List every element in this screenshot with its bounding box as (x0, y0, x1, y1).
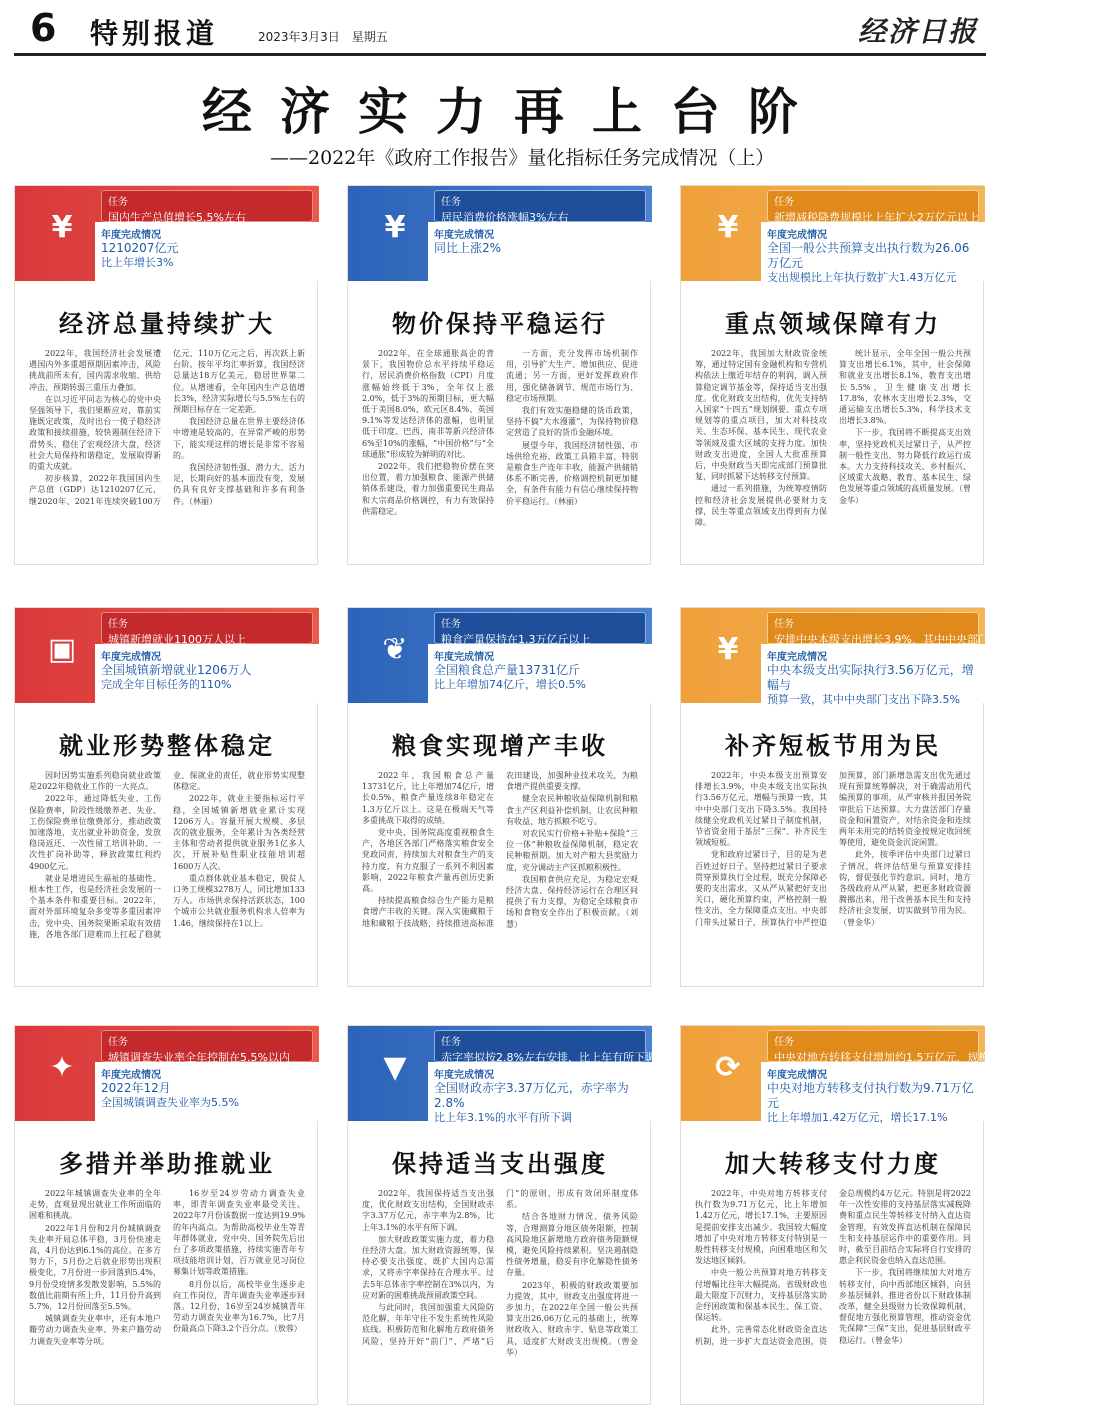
body-paragraph: 对农民实行价格+补贴+保险“三位一体”种粮收益保障机制，稳定农民种粮预期。加大对产粮大县奖励力度，充分调动主产区抓粮积极性。 (506, 829, 638, 872)
panel-header (15, 186, 319, 281)
indicator-panel (347, 607, 651, 987)
body-paragraph: 一方面，充分发挥市场机制作用，引导扩大生产、增加供应、促进流通；另一方面，更好发挥政府作用，强化储备调节、规范市场行为、稳定市场预期。 (506, 349, 638, 403)
calculator-icon: ¥ (51, 209, 73, 245)
coin-hand-icon: ¥ (384, 209, 406, 245)
panel-body (362, 770, 638, 982)
task-text: 国内生产总值增长5.5%左右 (108, 211, 246, 224)
panel-title: 保持适当支出强度 (392, 1149, 608, 1178)
issue-date: 2023年3月3日 星期五 (258, 30, 388, 44)
body-paragraph: 2022年，我们把稳物价摆在突出位置，着力加强粮食、能源产供储销体系建设，着力加强重要民生商品和大宗商品价格调控，有力有效保持供需稳定。 (362, 462, 494, 516)
body-paragraph: 党和政府过紧日子，目的是为老百姓过好日子。坚持把过紧日子要求贯穿预算执行全过程，既充分保障必要的支出需求，又从严从紧把好支出关口，硬化预算约束，严格控制一般性支出，全力保障重点支出。中央部门带头过紧日子，预算执行中严控追加预算，部门新增急需支出优先通过现有预算统筹解决，对于确需动用代编预算的事项，从严审核并报国务院审批后下达预算。大力盘活部门存量资金和闲置资产，对结余资金和连续两年未用完的结转资金按规定收回统筹使用，避免资金沉淀闲置。 (695, 771, 971, 927)
task-tag: 任务 (108, 619, 128, 630)
body-paragraph: 展望今年，我国经济韧性强、市场供给充裕、政策工具箱丰富，特别是粮食生产连年丰收，能源产供储销体系不断完善，价格调控机制更加健全，有条件有能力有信心继续保持物价平稳运行。（林丽） (506, 440, 638, 506)
indicator-panel (14, 185, 318, 565)
body-paragraph: 2023年，积极的财政政策要加力提效，其中，财政支出强度将进一步加力，在2022年全国一般公共预算支出26.06万亿元的基础上，统筹财政收入、财政赤字、贴息等政策工具，适度扩大财政支出规模。（曾金华） (506, 1280, 638, 1357)
completion-box (101, 226, 313, 270)
body-paragraph: 结合各地财力情况、债务风险等，合理测算分地区债务限额，控制高风险地区新增地方政府债务限额规模，避免风险持续累积。坚决遏制隐性债务增量，稳妥有序化解隐性债务存量。 (506, 1212, 638, 1278)
money-bag-icon: ¥ (717, 209, 739, 245)
task-label (434, 190, 646, 222)
completion-detail: 比上年增加74亿斤，增长0.5% (434, 678, 586, 691)
completion-detail: 比上年增加1.42万亿元，增长17.1% (767, 1111, 948, 1124)
body-paragraph: 2022年1月份和2月份城镇调查失业率开局总体平稳，3月份快速走高，4月份达到6.1%的高位。在多方努力下，5月份之后就业形势出现积极变化，7月份进一步回落到5.4%，9月份受疫情多发散发影响，5.5%的数值比前期有所上升，11月份升高到5.7%，12月份回落至5.5%。 (29, 1223, 161, 1312)
completion-tag: 年度完成情况 (434, 652, 494, 663)
completion-value: 全国一般公共预算支出执行数为26.06万亿元 (767, 241, 970, 270)
completion-tag: 年度完成情况 (767, 652, 827, 663)
task-label (101, 190, 313, 222)
panel-header (15, 1026, 319, 1121)
panel-title: 重点领域保障有力 (725, 309, 941, 338)
task-label (434, 612, 646, 644)
panel-header (681, 1026, 1108, 1124)
completion-box (767, 226, 979, 285)
body-paragraph: 2022年，通过降低失业、工伤保险费率，阶段性缓缴养老、失业、工伤保险费单位缴费部分，推动政策加速落地，支出就业补助资金，发放稳岗返还、一次性留工培训补助、一次性扩岗补助等，释放政策红利约4900亿元。 (29, 794, 161, 871)
panel-header (348, 1026, 656, 1124)
completion-box (767, 1066, 979, 1125)
task-text: 居民消费价格涨幅3%左右 (441, 211, 569, 224)
body-paragraph: 统计显示，全年全国一般公共预算支出增长6.1%，其中，社会保障和就业支出增长8.1%，教育支出增长5.5%，卫生健康支出增长17.8%，农林水支出增长2.3%，交通运输支出增长5.3%，科学技术支出增长3.8%。 (839, 349, 971, 426)
panel-title: 经济总量持续扩大 (59, 309, 275, 338)
task-text: 新增减税降费规模比上年扩大2万亿元以上 (774, 211, 979, 224)
completion-detail: 比上年3.1%的水平有所下调 (434, 1111, 572, 1124)
completion-detail: 全国城镇调查失业率为5.5% (101, 1096, 239, 1109)
body-paragraph: 加大财政政策实施力度，着力稳住经济大盘。加大财政资源统筹，保持必要支出强度，既扩大国内总需求，又将赤字率保持在合理水平。过去5年总体赤字率控制在3%以内，为应对新的困难挑战预留政策空间。 (362, 1234, 494, 1300)
body-paragraph: 我们有效实施稳健的货币政策，坚持不搞“大水漫灌”，为保持物价稳定营造了良好的货币金融环境。 (506, 406, 638, 438)
completion-detail: 预算一致，其中中央部门支出下降3.5% (767, 693, 960, 706)
panel-header (681, 186, 985, 284)
body-paragraph: 2022年，就业主要指标运行平稳，全国城镇新增就业累计实现1206万人。容量开展大规模、多层次的就业服务，全年累计为各类经营主体和劳动者提供就业服务1亿多人次，开展补贴性职业技能培训超1600万人次。 (173, 794, 305, 871)
body-paragraph: 持续提高粮食综合生产能力是粮食增产丰收的关键。深入实施藏粮于地和藏粮于技战略，持续推进高标准农田建设，加强种业技术攻关，为粮食增产提供重要支撑。 (362, 771, 638, 928)
panel-body (29, 1188, 305, 1400)
task-tag: 任务 (108, 1037, 128, 1048)
body-paragraph: 因时因势实施系列稳岗就业政策是2022年稳就业工作的一大亮点。 (29, 771, 161, 792)
body-paragraph: 2022年，我国粮食总产量13731亿斤，比上年增加74亿斤，增长0.5%，粮食产量连续8年稳定在1.3万亿斤以上。这是在极端天气等多重挑战下取得的成绩。 (362, 771, 494, 825)
body-paragraph: 就业是增进民生福祉的基础性、根本性工作，也是经济社会发展的一个基本条件和重要目标。2022年，面对外部环境复杂多变等多重因素冲击，党中央、国务院果断采取有效措施，各地各部门迎难而上扛起了稳就业、保就业的责任，就业形势实现整体稳定。 (29, 771, 305, 939)
body-paragraph: 下一步，我国将不断提高支出效率，坚持党政机关过紧日子，从严控制一般性支出，努力降低行政运行成本。大力支持科技攻关、乡村振兴、区域重大战略、教育、基本民生、绿色发展等重点领域的高质量发展。（曾金华） (839, 428, 971, 505)
body-paragraph: 此外，完善常态化财政资金直达机制，进一步扩大直达资金范围，资金总规模约4万亿元。特别是将2022年一次性安排的支持基层落实减税降费和重点民生等转移支付纳入直达资金管理，有效发挥直达机制在保障民生和支持基层运作中的重要作用。同时，截至目前结合实际将自行安排的惠企利民资金也纳入直达范围。 (695, 1189, 971, 1346)
task-text: 城镇调查失业率全年控制在5.5%以内 (108, 1051, 290, 1064)
headline: 经济实力再上台阶 (202, 82, 826, 141)
task-text: 粮食产量保持在1.3万亿斤以上 (441, 633, 591, 646)
task-label (434, 1030, 656, 1064)
indicator-panel (680, 1025, 1108, 1405)
body-paragraph: 我国经济总量在世界主要经济体中增速是较高的，在异常严峻的形势下，能实现这样的增长是非常不容易的。 (173, 417, 305, 460)
body-paragraph: 城镇调查失业率中，还有本地户籍劳动力调查失业率、外来户籍劳动力调查失业率等分项。 (29, 1314, 161, 1346)
panel-title: 加大转移支付力度 (725, 1149, 941, 1178)
panel-header (348, 608, 652, 703)
indicator-panel (14, 607, 318, 987)
page-number: 6 (30, 6, 57, 50)
indicator-panel (680, 185, 984, 565)
task-label (767, 190, 979, 222)
body-paragraph: 2022年，中央对地方转移支付执行数为9.71万亿元，比上年增加1.42万亿元，增长17.1%，主要原因是提前安排支出减少。我国较大幅度增加了中央对地方转移支付特别是一般性转移支付规模，向困难地区和欠发达地区倾斜。 (695, 1189, 827, 1266)
body-paragraph: 健全农民种粮收益保障机制和粮食主产区利益补偿机制，让农民种粮有收益、地方抓粮不吃亏。 (506, 794, 638, 826)
body-paragraph: 与此同时，我国加强重大风险防范化解，年年守住不发生系统性风险底线。积极防范和化解地方政府债务风险，坚持开好“前门”、严堵“后门”的原则，形成有效闭环制度体系。 (362, 1189, 638, 1346)
completion-value: 全国城镇新增就业1206万人 (101, 663, 252, 677)
briefcase-icon: ▣ (47, 631, 77, 667)
completion-value: 1210207亿元 (101, 241, 179, 255)
completion-detail: 比上年增长3% (101, 256, 174, 269)
task-label (101, 1030, 313, 1062)
task-tag: 任务 (774, 619, 794, 630)
body-paragraph: 我国经济韧性强、潜力大、活力足，长期向好的基本面没有变，发展仍具有良好支撑基础和许多有利条件。（林丽） (173, 463, 305, 506)
task-label (767, 612, 1066, 646)
transfer-cycle-icon: ⟳ (715, 1049, 741, 1085)
indicator-panel (14, 1025, 318, 1405)
body-paragraph: 中央一般公共预算对地方转移支付增幅比往年大幅提高。省级财政也最大限度下沉财力，支持基层落实助企纾困政策和保基本民生、保工资、保运转。 (695, 1268, 827, 1323)
task-text: 安排中央本级支出增长3.9%，其中中央部门支出继续负增长 (774, 633, 1066, 646)
indicator-panel (680, 607, 1066, 987)
completion-tag: 年度完成情况 (101, 230, 161, 241)
body-paragraph: 初步核算，2022年我国国内生产总值（GDP）达1210207亿元，继2020年、2021年连续突破100万亿元、110万亿元之后，再次跃上新台阶。按年平均汇率折算，我国经济总量达18万亿美元，稳居世界第二位。从增速看，全年国内生产总值增长3%，经济实际增长与5.5%左右的预期目标存在一定差距。 (29, 349, 305, 506)
completion-box (101, 648, 313, 692)
completion-tag: 年度完成情况 (434, 230, 494, 241)
completion-value: 同比上涨2% (434, 241, 502, 255)
completion-box (767, 648, 979, 707)
task-tag: 任务 (774, 197, 794, 208)
completion-box (101, 1066, 313, 1110)
panel-title: 补齐短板节用为民 (725, 731, 941, 760)
completion-box (434, 648, 646, 692)
completion-tag: 年度完成情况 (767, 1070, 827, 1081)
body-paragraph: 我国粮食供应充足，为稳定宏观经济大盘、保持经济运行在合理区间提供了有力支撑，为稳定全球粮食市场和食物安全作出了积极贡献。（刘慧） (506, 874, 638, 929)
task-tag: 任务 (774, 1037, 794, 1048)
task-tag: 任务 (441, 1037, 461, 1048)
task-label (101, 612, 313, 644)
wheat-icon: ❦ (382, 631, 408, 667)
task-tag: 任务 (441, 197, 461, 208)
body-paragraph: 2022年城镇调查失业率的全年走势，直观显现出就业工作所面临的困难和挑战。 (29, 1189, 161, 1221)
completion-value: 全国粮食总产量13731亿斤 (434, 663, 581, 677)
body-paragraph: 2022年，在全球通胀高企的背景下，我国物价总水平持续平稳运行，居民消费价格指数（CPI）月度涨幅始终低于3%，全年仅上涨2.0%，低于3%的预期目标，更大幅低于美国8.0%、欧元区8.4%、英国9.1%等发达经济体的涨幅，也明显低于印度、巴西、南非等新兴经济体6%至10%的涨幅，“中国价格”与“全球通胀”形成较为鲜明的对比。 (362, 349, 494, 459)
body-paragraph: 2022年，我国经济社会发展遭遇国内外多重超预期因素冲击，风险挑战前所未有，国内需求收缩、供给冲击、预期转弱三重压力叠加。 (29, 349, 161, 392)
completion-tag: 年度完成情况 (101, 652, 161, 663)
declining-chart-icon: ▼ (383, 1049, 407, 1085)
panel-body (695, 1188, 971, 1400)
body-paragraph: 2022年，中央本级支出预算安排增长3.9%，中央本级支出实际执行3.56万亿元，增幅与预算一致，其中中央部门支出下降3.5%。我国持续健全党政机关过紧日子制度机制，节省资金用于基层“三保”、补齐民生领域短板。 (695, 771, 827, 848)
task-label (767, 1030, 1108, 1064)
body-paragraph: 8月份以后，高校毕业生逐步走向工作岗位，青年调查失业率逐步回落。12月份，16岁至24岁城镇青年劳动力调查失业率为16.7%，比7月份最高点下降3.2个百分点。（敖蓉） (173, 1279, 305, 1334)
body-paragraph: 16岁至24岁劳动力调查失业率，即青年调查失业率最受关注。2022年7月份该数据一度达到19.9%的年内高点。为帮助高校毕业生等青年群体就业，党中央、国务院先后出台了多项政策措施，持续实施青年专项技能培训计划，百万就业见习岗位募集计划等政策措施。 (173, 1189, 305, 1277)
panel-body (695, 348, 971, 560)
panel-body (362, 1188, 638, 1400)
body-paragraph: 2022年，我国保持适当支出强度，优化财政支出结构，全国财政赤字3.37万亿元，赤字率为2.8%，比上年3.1%的水平有所下调。 (362, 1189, 494, 1232)
panel-body (362, 348, 638, 560)
deck: ——2022年《政府工作报告》量化指标任务完成情况（上） (270, 147, 775, 169)
body-paragraph: 此外，按季评估中央部门过紧日子情况，将评估结果与预算安排挂钩，督促强化节约意识。同时，地方各级政府从严从紧，把更多财政资源腾挪出来，用于改善基本民生和支持经济社会发展，切实做到节用为民。（曾金华） (839, 850, 971, 927)
panel-header (681, 608, 1066, 706)
task-text: 中央对地方转移支付增加约1.5万亿元，规模达9.8万亿元，增长18% (774, 1051, 1108, 1064)
completion-box (434, 1066, 646, 1125)
panel-title: 物价保持平稳运行 (392, 309, 608, 338)
panel-title: 粮食实现增产丰收 (392, 731, 608, 760)
task-tag: 任务 (441, 619, 461, 630)
panel-header (15, 608, 319, 703)
running-person-icon: ✦ (49, 1049, 75, 1085)
task-text: 城镇新增就业1100万人以上 (108, 633, 246, 646)
body-paragraph: 在以习近平同志为核心的党中央坚强领导下，我们果断应对，靠前实施既定政策，及时出台一揽子稳经济政策和接续措施，较快遏制住经济下滑势头，稳住了宏观经济大盘，经济社会大局保持和谐稳定，发展取得新的重大成就。 (29, 394, 161, 472)
panel-body (29, 348, 305, 560)
completion-tag: 年度完成情况 (434, 1070, 494, 1081)
newspaper-logo: 经济日报 (857, 15, 978, 48)
money-bag-icon: ¥ (717, 631, 739, 667)
completion-tag: 年度完成情况 (101, 1070, 161, 1081)
task-text: 赤字率拟按2.8%左右安排，比上年有所下调 (441, 1051, 656, 1064)
body-paragraph: 党中央、国务院高度重视粮食生产，各地区各部门严格落实粮食安全党政同责，持续加大对粮食生产的支持力度，有力克服了一系列不利因素影响，2022年粮食产量再创历史新高。 (362, 828, 494, 894)
completion-value: 全国财政赤字3.37万亿元，赤字率为2.8% (434, 1081, 629, 1110)
masthead-rule (14, 53, 986, 56)
panel-body (695, 770, 971, 982)
panel-header (348, 186, 652, 281)
completion-value: 2022年12月 (101, 1081, 171, 1095)
panel-title: 就业形势整体稳定 (59, 731, 275, 760)
completion-detail: 完成全年目标任务的110% (101, 678, 232, 691)
indicator-panel (347, 1025, 656, 1405)
body-paragraph: 通过一系列措施，为统筹疫情防控和经济社会发展提供必要财力支撑，民生等重点领域支出得到有力保障。 (695, 484, 827, 528)
task-tag: 任务 (108, 197, 128, 208)
body-paragraph: 下一步，我国将继续加大对地方转移支付，向中西部地区倾斜，向县乡基层倾斜。推进省份以下财政体制改革，健全县级财力长效保障机制，督促地方强化预算管理，推动资金优先保障“三保”支出，促进基层财政平稳运行。（曾金华） (839, 1268, 971, 1345)
body-paragraph: 重点群体就业基本稳定，脱贫人口务工规模3278万人，同比增加133万人。市场供求保持活跃状态，100个城市公共就业服务机构求人倍率为1.46，继续保持在1以上。 (173, 873, 305, 928)
section-title: 特别报道 (90, 17, 219, 50)
completion-box (434, 226, 646, 256)
completion-value: 中央本级支出实际执行3.56万亿元，增幅与 (767, 663, 974, 692)
panel-title: 多措并举助推就业 (59, 1149, 275, 1178)
completion-detail: 支出规模比上年执行数扩大1.43万亿元 (767, 271, 957, 284)
indicator-panel (347, 185, 651, 565)
panel-body (29, 770, 305, 982)
masthead (0, 0, 1000, 58)
completion-tag: 年度完成情况 (767, 230, 827, 241)
body-paragraph: 2022年，我国加大财政资金统筹，通过特定国有金融机构和专营机构依法上缴近年结存的利润，调入预算稳定调节基金等，保持适当支出强度。优化财政支出结构，优先支持纳入国家“十四五”规划纲要、重点专项规划等的重点项目，加大对科技攻关、生态环保、基本民生、现代农业等领域及重大区域的支持力度。加快财政支出进度，全国人大批准预算后，中央财政当天即完成部门预算批复，同时抓紧下达转移支付预算。 (695, 349, 827, 482)
completion-value: 中央对地方转移支付执行数为9.71万亿元 (767, 1081, 974, 1110)
